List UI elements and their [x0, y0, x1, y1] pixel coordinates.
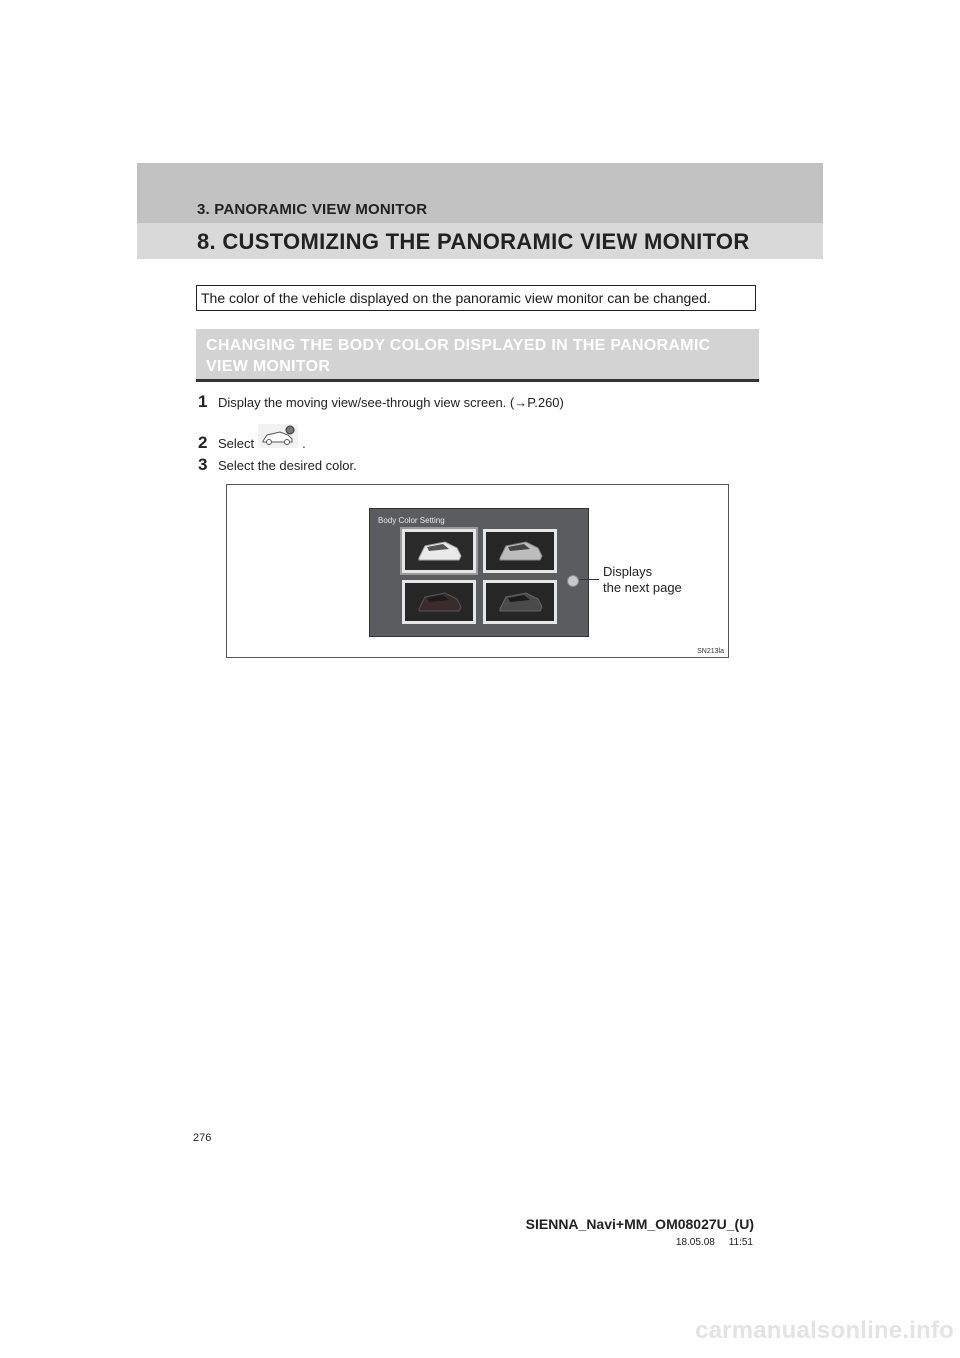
color-option-gray[interactable] — [483, 580, 557, 624]
step-1 — [198, 392, 564, 412]
callout-leader-line — [579, 579, 599, 580]
step-number: 3 — [198, 455, 208, 474]
intro-text: The color of the vehicle displayed on the panoramic view monitor can be changed. — [196, 285, 756, 311]
print-timestamp: 18.05.08 11:51 — [675, 1237, 753, 1248]
step-text: Select the desired color. — [218, 458, 357, 473]
car-body-icon — [258, 424, 298, 448]
callout-line2: the next page — [603, 580, 682, 595]
step-2 — [198, 424, 306, 453]
document-id: SIENNA_Navi+MM_OM08027U_(U) — [525, 1216, 754, 1232]
step-number: 1 — [198, 392, 208, 411]
figure-code: SN213la — [697, 648, 724, 655]
subsection-heading-line1: CHANGING THE BODY COLOR DISPLAYED IN THE PANORAMIC — [206, 337, 711, 354]
page-number: 276 — [193, 1132, 212, 1144]
figure-frame — [226, 484, 729, 658]
color-option-silver[interactable] — [483, 529, 557, 573]
color-option-white[interactable] — [402, 529, 476, 573]
section-label: 3. PANORAMIC VIEW MONITOR — [197, 201, 428, 218]
subsection-heading-line2: VIEW MONITOR — [206, 358, 331, 375]
callout-label — [603, 564, 682, 596]
page-title: 8. CUSTOMIZING THE PANORAMIC VIEW MONITOR — [197, 229, 750, 254]
body-color-screen — [369, 508, 589, 637]
step-3 — [198, 455, 357, 475]
watermark: carmanualsonline.info — [695, 1317, 954, 1344]
step-text: Display the moving view/see-through view screen. (→P.260) — [218, 395, 564, 410]
color-option-red[interactable] — [402, 580, 476, 624]
step-number: 2 — [198, 433, 208, 452]
callout-line1: Displays — [603, 564, 653, 579]
next-page-icon[interactable] — [567, 575, 579, 587]
screen-title: Body Color Setting — [378, 516, 445, 525]
step-text-end: . — [302, 436, 306, 451]
step-text: Select — [218, 436, 255, 451]
subsection-heading — [196, 329, 759, 382]
header-band — [137, 163, 823, 259]
